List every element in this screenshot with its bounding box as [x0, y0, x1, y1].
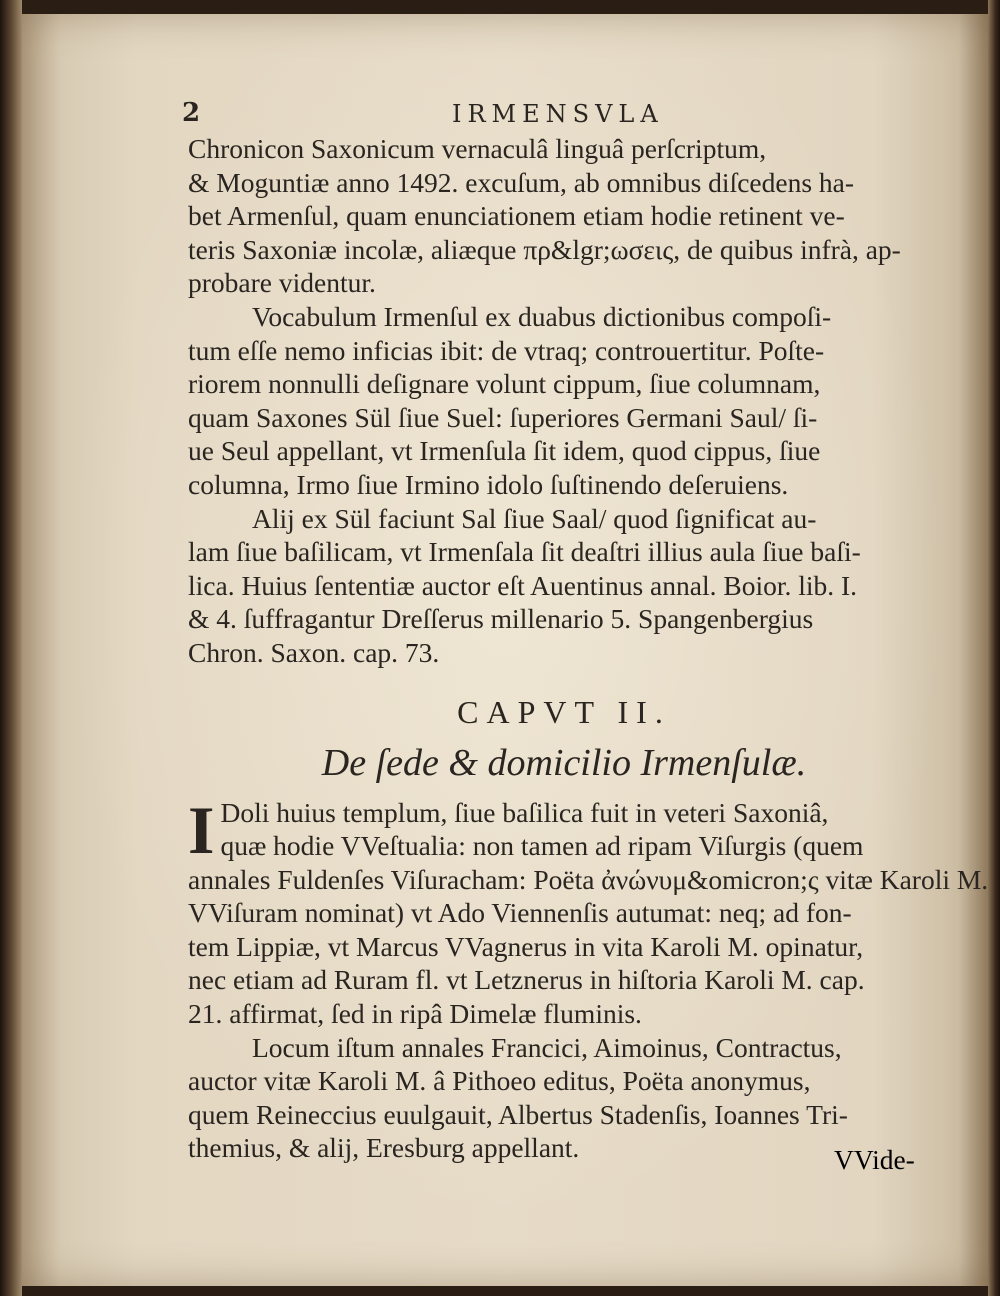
text-line: riorem nonnulli deſignare volunt cippum, ſiue columnam, [188, 368, 821, 400]
page-number: 2 [182, 98, 201, 128]
running-head: IRMENSVLA [452, 100, 664, 128]
paragraph-4 [188, 791, 988, 1031]
text-line: teris Saxoniæ incolæ, aliæque πρ&lgr;ωσεις, de quibus infrà, ap- [188, 233, 901, 265]
text-line: annales Fuldenſes Viſuracham: Poëta ἀνώνυμ&omicron;ς vitæ Karoli M. [188, 863, 988, 895]
paragraph-1 [188, 132, 940, 300]
text-line: 21. affirmat, ſed in ripâ Dimelæ fluminis. [188, 998, 642, 1030]
text-line: Alij ex Sül faciunt Sal ſiue Saal/ quod ſignificat au- [252, 502, 817, 534]
chapter-subtitle: De ſede & domicilio Irmenſulæ. [321, 741, 807, 784]
paragraph-5 [188, 1031, 940, 1165]
text-line: tem Lippiæ, vt Marcus VVagnerus in vita Karoli M. opinatur, [188, 930, 864, 962]
text-line: Vocabulum Irmenſul ex duabus dictionibus compoſi- [252, 300, 832, 332]
text-line: columna, Irmo ſiue Irmino idolo ſuſtinendo deſeruiens. [188, 468, 789, 500]
drop-cap: I [188, 791, 215, 868]
text-line: tum eſſe nemo inficias ibit: de vtraq; controuertitur. Poſte- [188, 334, 825, 366]
chapter-heading: CAPVT II. [457, 693, 671, 730]
text-line: probare videntur. [188, 267, 376, 299]
text-line: themius, & alij, Eresburg appellant. [188, 1132, 580, 1164]
text-line: lam ſiue baſilicam, vt Irmenſala ſit deaſtri illius aula ſiue baſi- [188, 536, 861, 568]
text-line: quam Saxones Sül ſiue Suel: ſuperiores Germani Saul/ ſi- [188, 401, 818, 433]
catchword: VVide- [834, 1144, 915, 1175]
text-line: quæ hodie VVeſtualia: non tamen ad ripam Viſurgis (quem [220, 830, 864, 862]
text-line: Chronicon Saxonicum vernaculâ linguâ perſcriptum, [188, 133, 767, 164]
book-gutter-edge [0, 0, 22, 1296]
text-line: & Moguntiæ anno 1492. excuſum, ab omnibus diſcedens ha- [188, 166, 855, 198]
paragraph-3 [188, 502, 940, 670]
paragraph-2 [188, 300, 940, 502]
text-line: Doli huius templum, ſiue baſilica fuit in veteri Saxoniâ, [220, 796, 829, 828]
book-page [22, 14, 988, 1286]
text-line: VViſuram nominat) vt Ado Viennenſis autumat: neq; ad fon- [188, 897, 852, 929]
text-line: Locum iſtum annales Francici, Aimoinus, Contractus, [252, 1031, 842, 1063]
text-line: Chron. Saxon. cap. 73. [188, 636, 440, 668]
text-line: auctor vitæ Karoli M. â Pithoeo editus, Poëta anonymus, [188, 1065, 811, 1097]
page-body [188, 132, 988, 1165]
text-line: nec etiam ad Ruram fl. vt Letznerus in hiſtoria Karoli M. cap. [188, 964, 865, 996]
book-fore-edge [988, 0, 1000, 1296]
text-line: & 4. ſuffragantur Dreſſerus millenario 5. Spangenbergius [188, 603, 814, 635]
text-line: lica. Huius ſententiæ auctor eſt Auentinus annal. Boior. lib. I. [188, 569, 858, 601]
text-line: ue Seul appellant, vt Irmenſula ſit idem, quod cippus, ſiue [188, 435, 821, 467]
text-line: quem Reineccius euulgauit, Albertus Stadenſis, Ioannes Tri- [188, 1098, 848, 1130]
text-line: bet Armenſul, quam enunciationem etiam hodie retinent ve- [188, 200, 845, 232]
